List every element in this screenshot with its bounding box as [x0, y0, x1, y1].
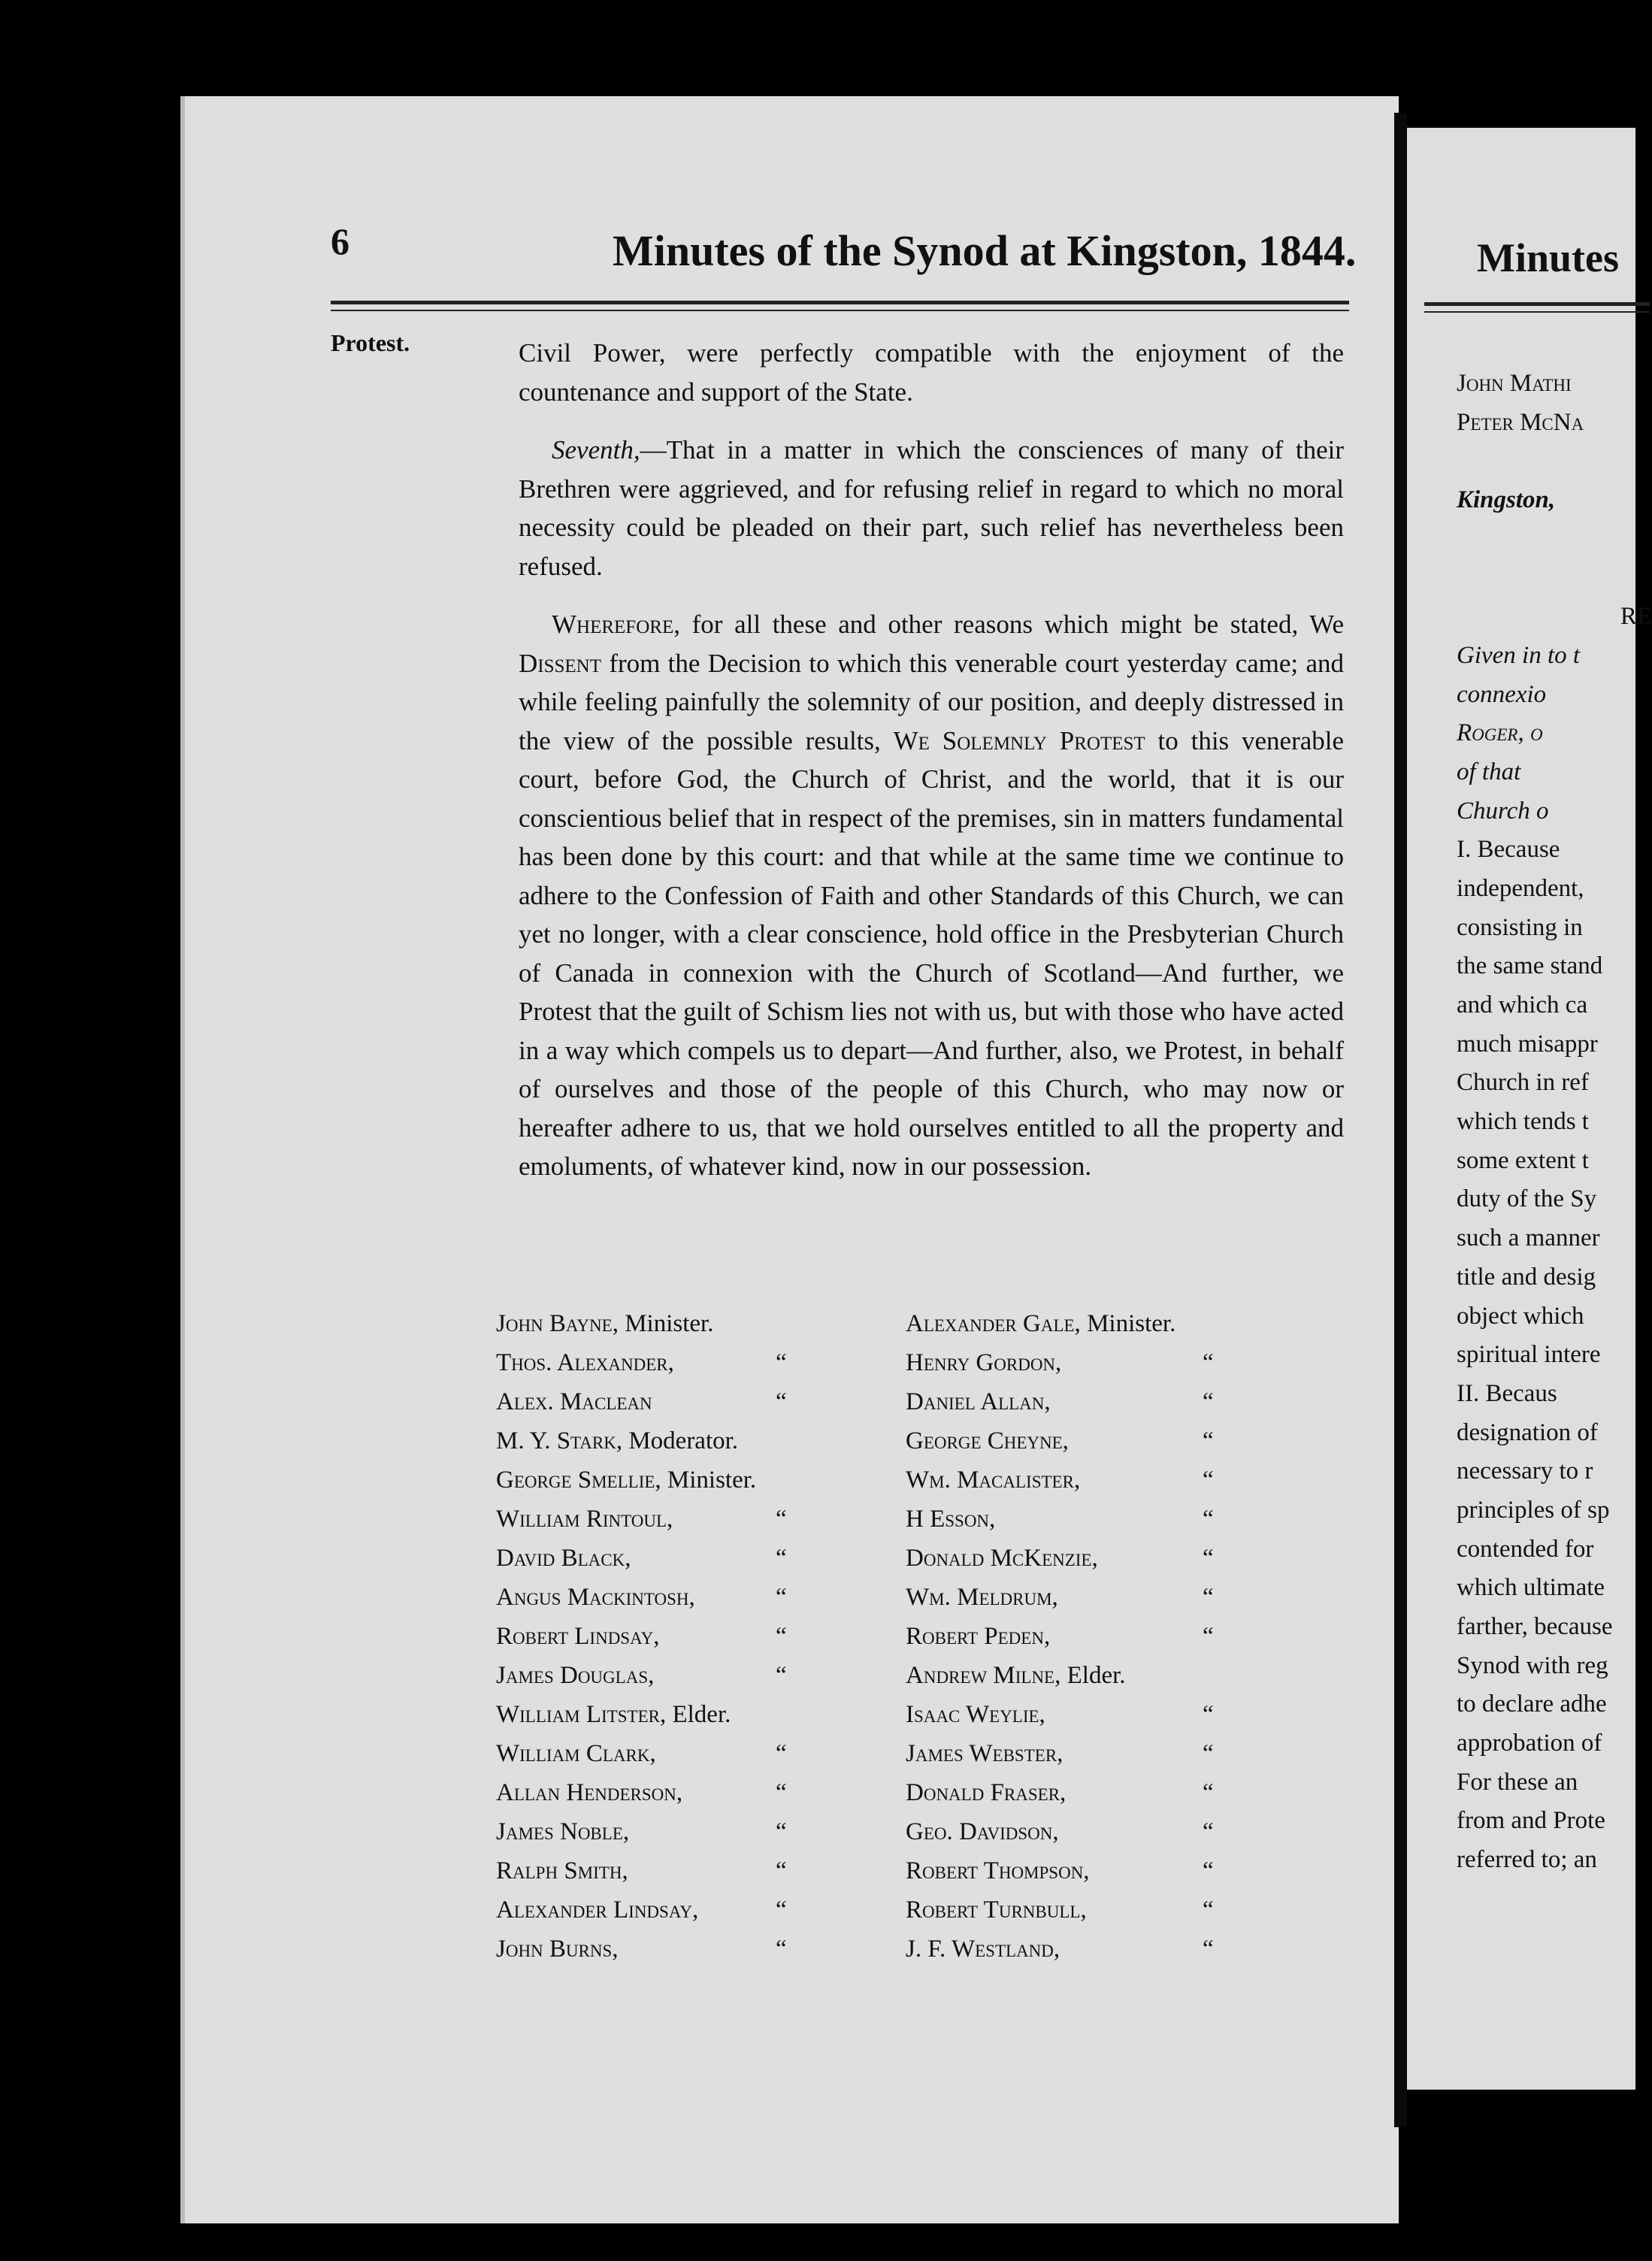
signatory-name: Geo. Davidson,: [906, 1818, 1059, 1845]
signatory-row: [496, 1539, 917, 1578]
ditto-mark: “: [776, 1857, 787, 1884]
signatory-row: [906, 1578, 1296, 1617]
signatory-row: [906, 1695, 1296, 1734]
ditto-mark: “: [1203, 1623, 1214, 1650]
signatory-row: [906, 1930, 1296, 1969]
signatory-row: [906, 1304, 1296, 1343]
signatories-left-column: [496, 1304, 917, 1969]
right-page-line: title and desig: [1457, 1263, 1596, 1291]
header-rule-thin: [331, 310, 1349, 311]
signatory-name: Alexander Lindsay,: [496, 1896, 699, 1924]
signatory-name: John Bayne,: [496, 1310, 619, 1337]
right-page-line: II. Becaus: [1457, 1379, 1557, 1407]
signatory-name: M. Y. Stark,: [496, 1427, 623, 1454]
right-page-running-head: Minutes: [1477, 235, 1619, 280]
signatory-row: [496, 1695, 917, 1734]
right-page-line: Kingston,: [1457, 486, 1556, 514]
ditto-mark: “: [776, 1584, 787, 1611]
paragraph-lead: Seventh,: [552, 435, 640, 465]
paragraph-text: for all these and other reasons which might be stated, We: [679, 610, 1344, 639]
signatory-name: James Douglas,: [496, 1662, 655, 1689]
right-page-line: connexio: [1457, 680, 1547, 708]
signatory-row: [496, 1930, 917, 1969]
signatory-row: [906, 1343, 1296, 1382]
small-caps-dissent: Dissent: [519, 648, 602, 678]
signatory-row: [906, 1851, 1296, 1890]
signatory-row: [906, 1773, 1296, 1812]
ditto-mark: “: [776, 1662, 787, 1689]
signatory-name: Ralph Smith,: [496, 1857, 628, 1884]
right-page-line: referred to; an: [1457, 1846, 1597, 1874]
ditto-mark: “: [1203, 1896, 1214, 1924]
right-page-line: much misappr: [1457, 1030, 1598, 1058]
right-page-line: Given in to t: [1457, 641, 1581, 669]
signatory-row: [496, 1578, 917, 1617]
paragraph-civil-power: [519, 334, 1344, 411]
signatory-name: Allan Henderson,: [496, 1779, 683, 1806]
signatory-name: Donald Fraser,: [906, 1779, 1067, 1806]
right-page-line: spiritual intere: [1457, 1341, 1601, 1369]
running-head: Minutes of the Synod at Kingston, 1844.: [613, 226, 1357, 275]
signatory-name: Robert Lindsay,: [496, 1623, 660, 1650]
ditto-mark: “: [1203, 1936, 1214, 1963]
ditto-mark: “: [1203, 1349, 1214, 1376]
right-page-line: of that: [1457, 758, 1521, 785]
signatory-name: James Webster,: [906, 1740, 1064, 1767]
signatories-right-column: [906, 1304, 1296, 1969]
right-page-rule-thin: [1424, 311, 1650, 313]
ditto-mark: “: [1203, 1466, 1214, 1494]
signatory-row: [496, 1343, 917, 1382]
right-page-line: [1457, 558, 1652, 598]
right-page-line: John Mathi: [1457, 370, 1572, 397]
right-page-line: independent,: [1457, 874, 1584, 902]
signatory-name: George Smellie,: [496, 1466, 661, 1494]
signatory-role: Elder.: [666, 1701, 731, 1728]
right-page-line: duty of the Sy: [1457, 1185, 1597, 1213]
signatory-name: Alexander Gale,: [906, 1310, 1081, 1337]
right-page-line: from and Prote: [1457, 1807, 1605, 1835]
signatory-name: Donald McKenzie,: [906, 1545, 1098, 1572]
right-page-line: Church in ref: [1457, 1069, 1589, 1097]
right-page-line: such a manner: [1457, 1224, 1600, 1252]
signatory-row: [496, 1890, 917, 1930]
right-page-line: Church o: [1457, 797, 1549, 825]
ditto-mark: “: [776, 1349, 787, 1376]
signatory-row: [496, 1851, 917, 1890]
signatory-row: [906, 1812, 1296, 1851]
signatory-role: Minister.: [661, 1466, 757, 1494]
small-caps-wherefore: Wherefore,: [552, 610, 680, 639]
right-page-line: designation of: [1457, 1418, 1598, 1446]
signatory-row: [906, 1656, 1296, 1695]
ditto-mark: “: [1203, 1740, 1214, 1767]
paragraph-text: Civil Power, were perfectly compatible with the enjoyment of the countenance and support of the State.: [519, 338, 1344, 407]
page-number: 6: [331, 220, 349, 262]
right-page-line: some extent t: [1457, 1146, 1589, 1174]
signatory-row: [906, 1617, 1296, 1656]
signatory-row: [906, 1890, 1296, 1930]
ditto-mark: “: [776, 1545, 787, 1572]
signatory-name: William Litster,: [496, 1701, 667, 1728]
right-page-line: Peter McNa: [1457, 408, 1584, 436]
signatory-name: William Rintoul,: [496, 1506, 673, 1533]
right-page-line: contended for: [1457, 1535, 1594, 1563]
ditto-mark: “: [776, 1896, 787, 1924]
ditto-mark: “: [776, 1506, 787, 1533]
right-page-line: RE: [1620, 603, 1652, 631]
ditto-mark: “: [1203, 1545, 1214, 1572]
signatory-role: Elder.: [1060, 1662, 1126, 1689]
signatory-row: [496, 1773, 917, 1812]
paragraph-text: from the Decision to which this venerable court yesterday came; and while feeling painfully the solemnity of our position, and deeply distressed in the view of the possible results,: [519, 648, 1344, 755]
ditto-mark: “: [1203, 1779, 1214, 1806]
signatory-row: [906, 1382, 1296, 1421]
signatory-role: Minister.: [618, 1310, 714, 1337]
signatory-name: Wm. Macalister,: [906, 1466, 1081, 1494]
paragraph-wherefore: [519, 605, 1344, 1186]
signatory-role: Minister.: [1080, 1310, 1176, 1337]
signatory-name: Isaac Weylie,: [906, 1701, 1045, 1728]
signatory-name: Daniel Allan,: [906, 1388, 1051, 1415]
signatory-name: H Esson,: [906, 1506, 996, 1533]
right-page-line: farther, because: [1457, 1613, 1613, 1640]
right-page-line: Synod with reg: [1457, 1651, 1608, 1679]
ditto-mark: “: [1203, 1701, 1214, 1728]
signatory-name: John Burns,: [496, 1936, 619, 1963]
signatory-row: [496, 1500, 917, 1539]
ditto-mark: “: [776, 1623, 787, 1650]
right-page-line: consisting in: [1457, 913, 1583, 941]
signatory-row: [906, 1734, 1296, 1773]
ditto-mark: “: [1203, 1388, 1214, 1415]
ditto-mark: “: [1203, 1506, 1214, 1533]
signatory-row: [496, 1734, 917, 1773]
signatory-name: Robert Turnbull,: [906, 1896, 1087, 1924]
right-page-line: For these an: [1457, 1768, 1578, 1796]
right-page-line: approbation of: [1457, 1730, 1602, 1757]
signatory-name: Alex. Maclean: [496, 1388, 652, 1415]
signatory-name: Robert Peden,: [906, 1623, 1051, 1650]
ditto-mark: “: [1203, 1857, 1214, 1884]
ditto-mark: “: [1203, 1818, 1214, 1845]
ditto-mark: “: [776, 1779, 787, 1806]
right-page-line: Roger, o: [1457, 719, 1543, 747]
signatory-role: Moderator.: [622, 1427, 739, 1454]
right-page-line: principles of sp: [1457, 1496, 1610, 1524]
signatory-row: [496, 1812, 917, 1851]
right-page-text: [1457, 365, 1652, 1880]
signatory-row: [496, 1421, 917, 1460]
signatory-row: [496, 1460, 917, 1500]
signatory-row: [496, 1304, 917, 1343]
signatory-name: Thos. Alexander,: [496, 1349, 674, 1376]
right-page-line: necessary to r: [1457, 1457, 1593, 1485]
signatory-name: J. F. Westland,: [906, 1936, 1060, 1963]
signatory-name: David Black,: [496, 1545, 631, 1572]
protest-body: [519, 334, 1344, 1206]
signatory-row: [906, 1460, 1296, 1500]
ditto-mark: “: [1203, 1427, 1214, 1454]
signatory-row: [496, 1617, 917, 1656]
signatory-name: Robert Thompson,: [906, 1857, 1090, 1884]
signatory-row: [906, 1539, 1296, 1578]
ditto-mark: “: [776, 1936, 787, 1963]
paragraph-text: to this venerable court, before God, the Church of Christ, and the world, that it is our conscientious belief that in respect of the premises, sin in matters fundamental has been done by this court: and that while at the same time we continue to adhere to the Confession of Faith and other Standards of this Church, we can yet no longer, with a clear conscience, hold office in the Presbyterian Church of Canada in connexion with the Church of Scotland—And further, we Protest that the guilt of Schism lies not with us, but with those who have acted in a way which compels us to depart—And further, also, we Protest, in behalf of ourselves and those of the people of this Church, who may now or hereafter adhere to us, that we hold ourselves entitled to all the property and emoluments, of whatever kind, now in our possession.: [519, 725, 1345, 1181]
signatory-name: Andrew Milne,: [906, 1662, 1061, 1689]
right-page-rule-thick: [1424, 302, 1650, 306]
right-page-line: I. Because: [1457, 836, 1560, 864]
paragraph-text: —That in a matter in which the consciences of many of their Brethren were aggrieved, and for refusing relief in regard to which no moral necessity could be pleaded on their part, such relief has nevertheless been refused.: [519, 435, 1344, 581]
signatory-row: [906, 1500, 1296, 1539]
right-page-line: which ultimate: [1457, 1574, 1605, 1602]
margin-note: Protest.: [331, 329, 410, 356]
right-page-line: which tends t: [1457, 1108, 1589, 1136]
signatory-row: [496, 1656, 917, 1695]
right-page-line: to declare adhe: [1457, 1690, 1607, 1718]
right-page-line: and which ca: [1457, 991, 1588, 1019]
ditto-mark: “: [1203, 1584, 1214, 1611]
signatory-name: Henry Gordon,: [906, 1349, 1062, 1376]
ditto-mark: “: [776, 1740, 787, 1767]
small-caps-protest: We Solemnly Protest: [893, 725, 1145, 755]
book-gutter: [1394, 113, 1407, 2127]
right-page-line: [1457, 520, 1652, 559]
signatory-name: William Clark,: [496, 1740, 656, 1767]
signatory-name: Angus Mackintosh,: [496, 1584, 695, 1611]
signatory-row: [906, 1421, 1296, 1460]
right-page-line: the same stand: [1457, 952, 1603, 980]
right-page-line: [1457, 442, 1652, 481]
header-rule-thick: [331, 301, 1349, 304]
paragraph-seventh: [519, 431, 1344, 586]
signatory-name: George Cheyne,: [906, 1427, 1069, 1454]
signatory-name: James Noble,: [496, 1818, 630, 1845]
ditto-mark: “: [776, 1818, 787, 1845]
right-page-line: object which: [1457, 1302, 1584, 1330]
signatory-row: [496, 1382, 917, 1421]
signatory-name: Wm. Meldrum,: [906, 1584, 1058, 1611]
ditto-mark: “: [776, 1388, 787, 1415]
